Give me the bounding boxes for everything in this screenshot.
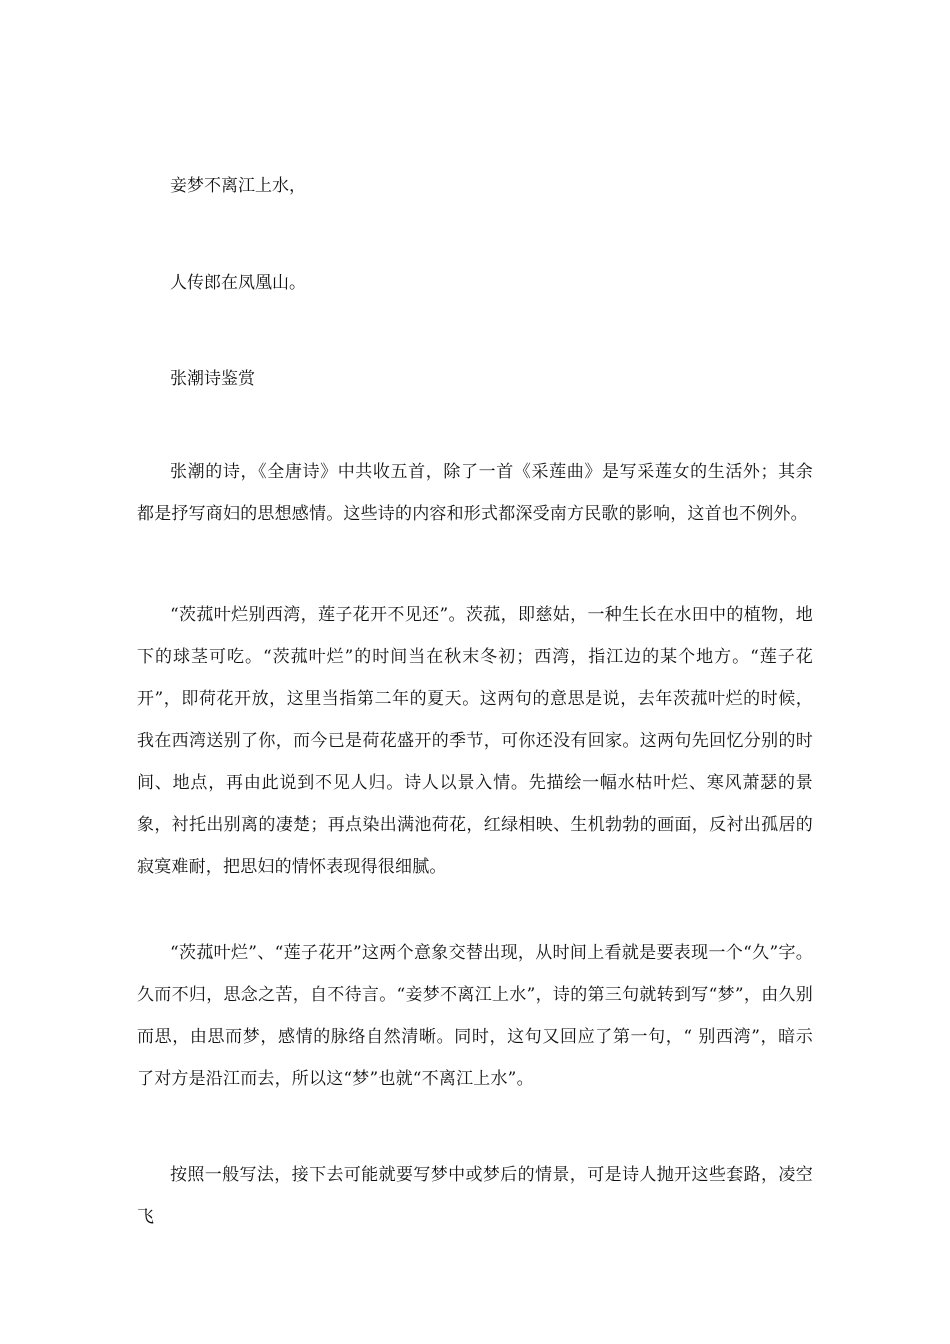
paragraph-analysis-3: 按照一般写法，接下去可能就要写梦中或梦后的情景，可是诗人抛开这些套路，凌空飞 bbox=[137, 1165, 813, 1227]
section-heading: 张潮诗鉴赏 bbox=[170, 369, 255, 389]
paragraph-analysis-1: “茨菰叶烂别西湾，莲子花开不见还”。茨菰，即慈姑，一种生长在水田中的植物，地下的球茎可吃。“茨菰叶烂”的时间当在秋末冬初；西湾，指江边的某个地方。“莲子花开”，即荷花开放，这里当指第二年的夏天。这两句的意思是说，去年茨菰叶烂的时候，我在西湾送别了你，而今已是荷花盛开的季节，可你还没有回家。这两句先回忆分别的时间、地点，再由此说到不见人归。诗人以景入情。先描绘一幅水枯叶烂、寒风萧瑟的景象，衬托出别离的凄楚；再点染出满池荷花，红绿相映、生机勃勃的画面，反衬出孤居的寂寞难耐，把思妇的情怀表现得很细腻。 bbox=[137, 605, 813, 877]
poem-line-2: 人传郎在凤凰山。 bbox=[170, 273, 306, 293]
paragraph-analysis-2: “茨菰叶烂”、“莲子花开”这两个意象交替出现，从时间上看就是要表现一个“久”字。久而不归，思念之苦，自不待言。“妾梦不离江上水”，诗的第三句就转到写“梦”，由久别而思，由思而梦，感情的脉络自然清晰。同时，这句又回应了第一句，“ 别西湾”，暗示了对方是沿江而去，所以这“梦”也就“不离江上水”。 bbox=[137, 943, 813, 1089]
poem-line-1: 妾梦不离江上水， bbox=[170, 176, 306, 196]
paragraph-intro: 张潮的诗，《全唐诗》中共收五首，除了一首《采莲曲》是写采莲女的生活外；其余都是抒写商妇的思想感情。这些诗的内容和形式都深受南方民歌的影响，这首也不例外。 bbox=[137, 462, 813, 524]
